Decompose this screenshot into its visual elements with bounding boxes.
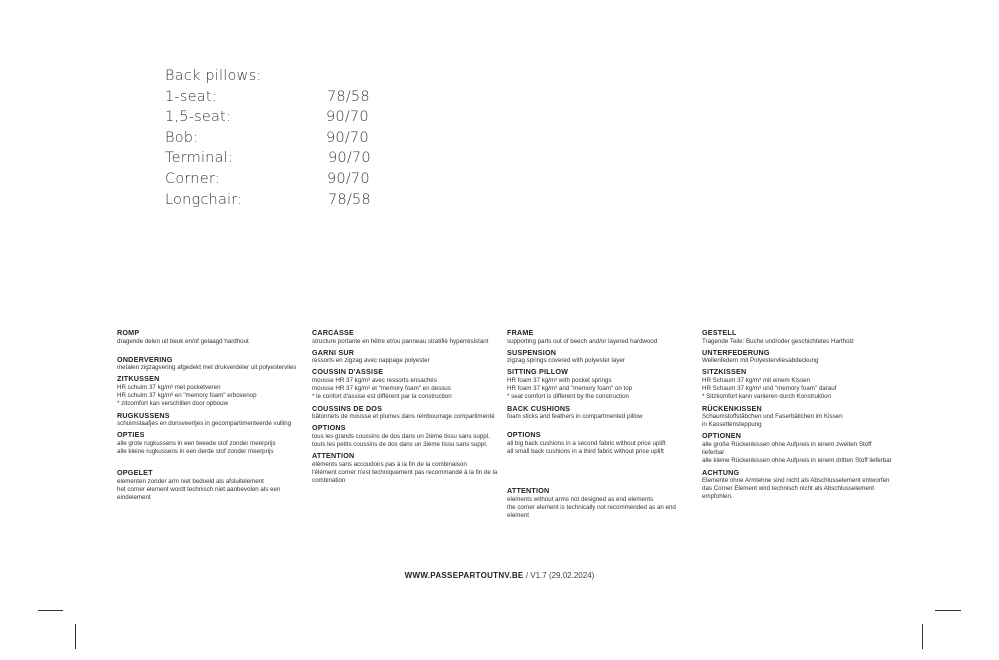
pillow-label: Longchair:	[165, 191, 243, 208]
back-pillows-block	[165, 66, 385, 210]
crop-mark	[75, 624, 76, 649]
spec-section	[117, 411, 307, 429]
section-text: éléments sans accoudoirs pas à la fin de la combinaison	[312, 460, 467, 468]
section-text: * zitcomfort kan verschillen door opbouw	[117, 400, 229, 408]
pillow-row	[165, 107, 385, 128]
spec-section	[507, 367, 697, 401]
section-heading: OPTIES	[117, 430, 145, 440]
spec-section	[312, 367, 502, 401]
spec-section	[312, 451, 502, 485]
spec-section	[117, 328, 307, 346]
section-text: * Sitzkomfort kann variieren durch Konstruktion	[702, 393, 831, 401]
section-text: the corner element is technically not recommended as an end element	[507, 503, 676, 520]
section-heading: GESTELL	[702, 328, 737, 337]
website-url: WWW.PASSEPARTOUTNV.BE	[404, 571, 524, 580]
section-text: Wellenfedern mit Polyestervliesabdeckung	[702, 357, 819, 365]
pillow-value: 90/70	[328, 150, 371, 167]
section-text: structure portante en hêtre et/ou panneau stratifié hyperrésistant	[312, 337, 489, 345]
section-heading: COUSSIN D'ASSISE	[312, 367, 384, 377]
section-heading: SUSPENSION	[507, 347, 557, 357]
spec-section	[117, 355, 307, 373]
spec-section	[117, 430, 307, 456]
section-heading: FRAME	[507, 328, 534, 337]
spec-section	[702, 348, 892, 366]
section-heading: RÜCKENKISSEN	[702, 403, 762, 413]
section-text: supporting parts out of beech and/or layered hardwood	[507, 337, 658, 345]
spec-section	[312, 328, 502, 346]
section-text: * seat comfort is different by the construction	[507, 393, 629, 401]
spec-section	[702, 328, 892, 346]
crop-mark	[935, 610, 961, 611]
section-text: schuimstaafjes en donsveertjes in gecompartimenteerde vulling	[117, 420, 292, 428]
section-text: das Corner Element wird technisch nicht als Abschlusselement empfohlen.	[702, 485, 874, 501]
section-heading: OPGELET	[117, 468, 153, 478]
pillow-value: 90/70	[326, 109, 369, 126]
section-text: HR foam 37 kg/m³ and "memory foam" on top	[507, 385, 633, 393]
spec-section	[507, 430, 697, 456]
pillow-row	[165, 169, 385, 190]
pillow-row	[165, 190, 385, 211]
section-heading: COUSSINS DE DOS	[312, 403, 383, 413]
section-text: bâtonnets de mousse et plumes dans rembourrage compartimenté	[312, 413, 495, 421]
spec-section	[312, 404, 502, 422]
pillow-row	[165, 148, 385, 169]
spec-section	[507, 404, 697, 422]
section-text: tous les grands coussins de dos dans un 2ième tissu sans suppl.	[312, 432, 490, 440]
section-heading: BACK CUSHIONS	[507, 403, 571, 413]
spec-section	[507, 486, 697, 520]
section-text: mousse HR 37 kg/m³ avec ressorts ensachés	[312, 376, 437, 384]
crop-mark	[38, 610, 63, 611]
section-heading: OPTIONS	[312, 423, 346, 433]
section-text: all small back cushions in a third fabric without price uplift	[507, 447, 664, 455]
footer	[0, 571, 999, 580]
section-text: all big back cushions in a second fabric without price uplift	[507, 439, 666, 447]
section-text: het corner element wordt technisch niet aanbevolen als een eindelement	[117, 485, 281, 502]
section-heading: ROMP	[117, 328, 140, 337]
column-english	[507, 328, 697, 522]
section-text: HR foam 37 kg/m³ with pocket springs	[507, 376, 612, 384]
section-text: Tragende Teile: Buche und/oder geschichtetes Hartholz	[702, 337, 855, 345]
pillow-label: 1-seat:	[165, 88, 217, 105]
spec-section	[117, 468, 307, 502]
pillow-label: Terminal:	[165, 150, 233, 167]
section-text: alle grote rugkussens in een tweede stof zonder meerprijs	[117, 439, 276, 447]
section-heading: ONDERVERING	[117, 354, 173, 364]
pillow-value: 90/70	[327, 170, 370, 187]
section-heading: ACHTUNG	[702, 467, 740, 477]
spec-section	[312, 348, 502, 366]
section-text: l'élément corner n'est techniquement pas recommandé à la fin de la combination	[312, 468, 498, 485]
version-label: / V1.7 (29.02.2024)	[525, 571, 595, 580]
section-heading: UNTERFEDERUNG	[702, 347, 770, 357]
section-heading: ATTENTION	[507, 486, 550, 496]
section-heading: RUGKUSSENS	[117, 410, 170, 420]
section-text: dragende delen uit beuk en/of gelaagd hardhout	[117, 337, 249, 345]
section-heading: SITTING PILLOW	[507, 367, 569, 377]
spec-section	[702, 468, 892, 502]
pillow-row	[165, 128, 385, 149]
section-text: in Kassettensteppung	[702, 421, 762, 429]
spec-section	[312, 423, 502, 449]
crop-mark	[922, 624, 923, 649]
section-text: HR Schaum 37 kg/m³ und "memory foam" darauf	[702, 385, 837, 393]
pillow-label: Bob:	[165, 129, 199, 146]
section-text: mousse HR 37 kg/m³ et "memory foam" en dessus	[312, 385, 451, 393]
section-heading: SITZKISSEN	[702, 367, 747, 377]
section-text: touts les petits coussins de dos dans un 3ième tissu sans suppl.	[312, 440, 488, 448]
pillow-value: 78/58	[327, 88, 370, 105]
back-pillows-heading: Back pillows:	[165, 68, 262, 84]
section-text: * le confort d'assise est différent par la construction	[312, 393, 452, 401]
section-text: zigzag springs covered with polyester layer	[507, 357, 625, 365]
pillow-label: Corner:	[165, 170, 220, 187]
section-heading: GARNI SUR	[312, 347, 355, 357]
section-text: alle kleine Rückenkissen ohne Aufpreis in einem dritten Stoff lieferbar	[702, 457, 892, 465]
section-text: elementen zonder arm niet bedoeld als afsluitelement	[117, 477, 264, 485]
section-text: Schaumstoffstäbchen und Faserbällchen im Kissen	[702, 413, 843, 421]
pillow-label: 1,5-seat:	[165, 109, 232, 126]
section-heading: ZITKUSSEN	[117, 374, 160, 384]
column-french	[312, 328, 502, 487]
spec-section	[117, 374, 307, 408]
spec-section	[702, 431, 892, 465]
pillow-value: 78/58	[328, 191, 371, 208]
section-text: ressorts en zigzag avec nappage polyester	[312, 357, 430, 365]
spec-section	[507, 328, 697, 346]
pillow-value: 90/70	[326, 129, 369, 146]
section-text: HR schuim 37 kg/m³ en "memory foam" erbovenop	[117, 392, 257, 400]
section-heading: CARCASSE	[312, 328, 354, 337]
column-german	[702, 328, 892, 504]
section-text: foam sticks and feathers in compartmented pillow	[507, 413, 643, 421]
section-text: HR Schaum 37 kg/m³ mit einem Kissen	[702, 376, 810, 384]
section-text: elements without arms not designed as end elements	[507, 495, 654, 503]
section-text: Elemente ohne Armlehne sind nicht als Abschlusselement entworfen	[702, 477, 890, 485]
spec-section	[702, 404, 892, 430]
column-dutch	[117, 328, 307, 504]
section-text: metalen zigzagvering afgedekt met drukverdeler uit polyestervlies	[117, 364, 297, 372]
spec-section	[507, 348, 697, 366]
section-text: HR schuim 37 kg/m³ met pocketveren	[117, 383, 221, 391]
spec-section	[702, 367, 892, 401]
section-heading: OPTIONS	[507, 430, 541, 440]
pillow-row	[165, 87, 385, 108]
section-text: alle kleine rugkussens in een derde stof zonder meerprijs	[117, 447, 274, 455]
section-text: alle große Rückenkissen ohne Aufpreis in einem zweiten Stoff lieferbar	[702, 440, 872, 457]
section-heading: OPTIONEN	[702, 431, 742, 441]
section-heading: ATTENTION	[312, 451, 355, 461]
